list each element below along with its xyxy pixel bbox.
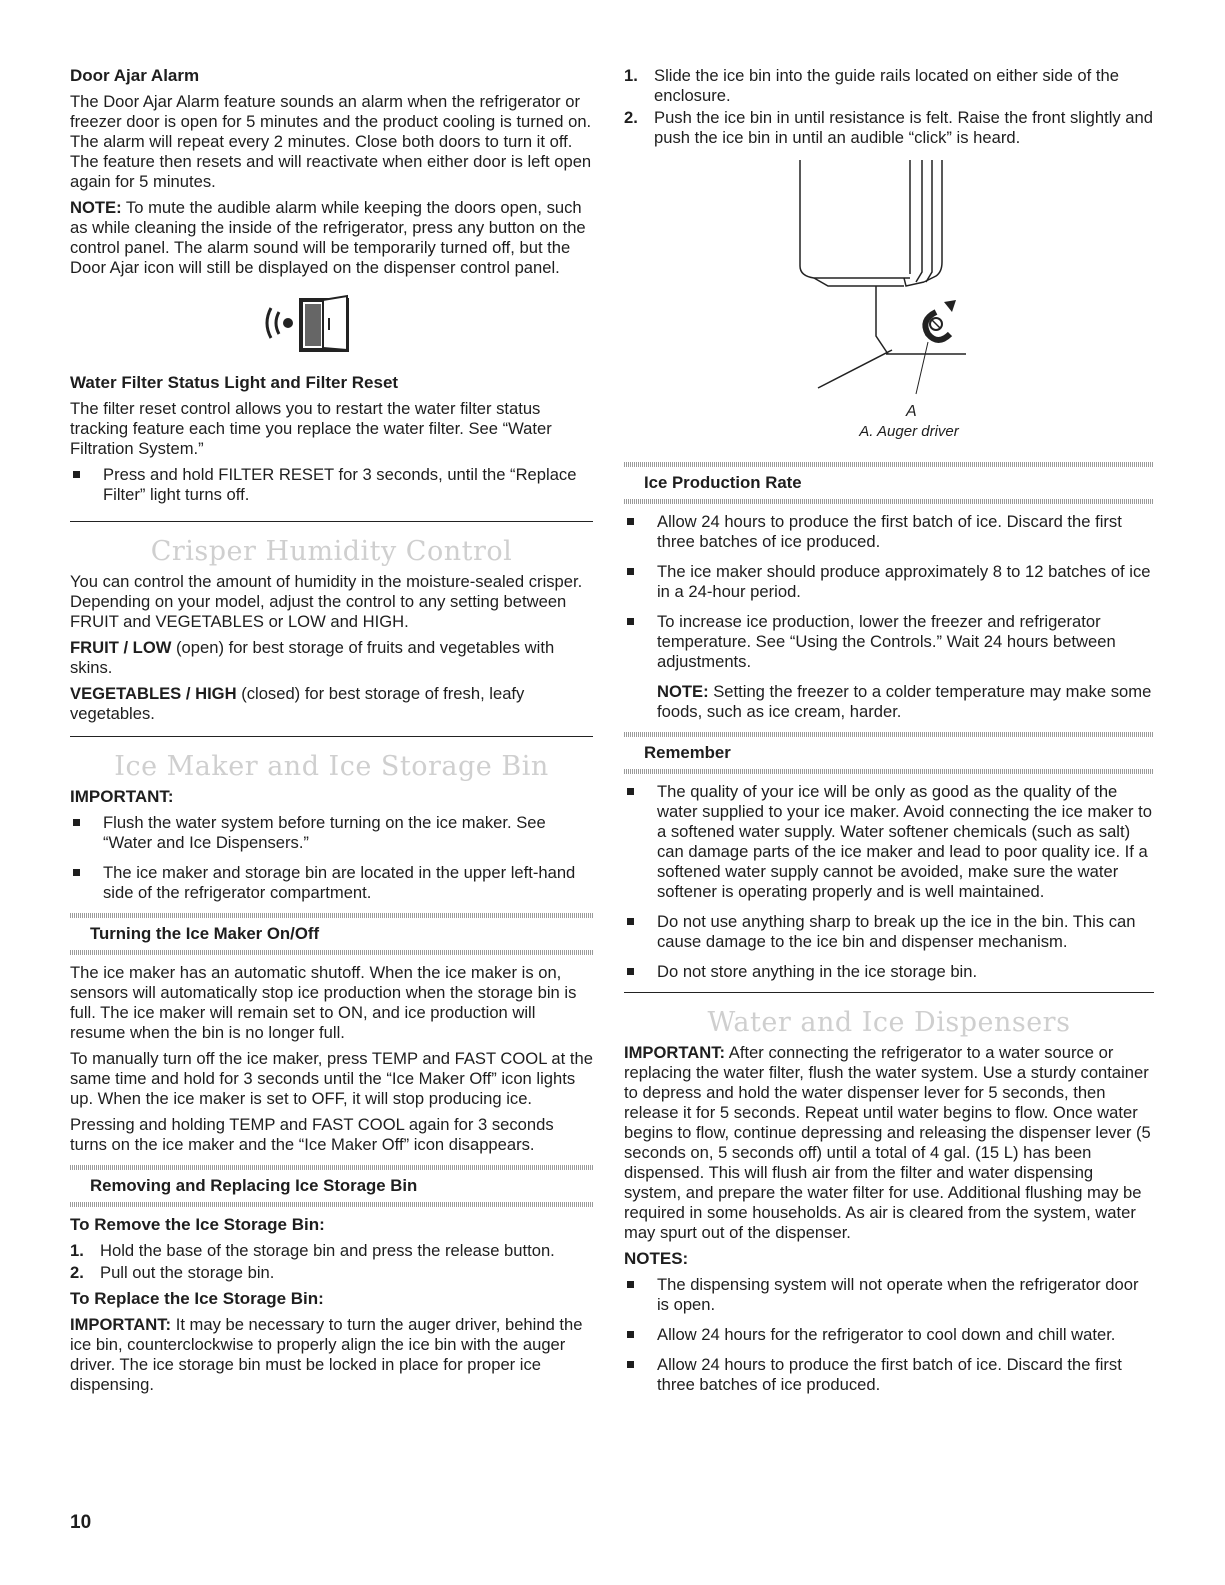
remember-list [624,782,1154,982]
remember-band [624,732,1154,774]
figure-caption: A. Auger driver [859,423,959,440]
list-item: To increase ice production, lower the freezer and refrigerator temperature. See “Using the Controls.” Wait 24 hours between adjustments. [624,612,1154,672]
list-item: Press and hold FILTER RESET for 3 seconds, until the “Replace Filter” light turns off. [70,465,593,505]
vegetables-label: VEGETABLES / HIGH [70,684,237,703]
remove-subheading: To Remove the Ice Storage Bin: [70,1215,325,1234]
crisper-fruit [70,638,593,678]
crisper-vegetables [70,684,593,724]
water-filter-heading: Water Filter Status Light and Filter Reset [70,373,399,392]
list-item: Do not store anything in the ice storage bin. [624,962,1154,982]
note-text: To mute the audible alarm while keeping the doors open, such as while cleaning the inside of the refrigerator, press any button on the control panel. The alarm sound will be temporarily turned off, but the Door Ajar icon will still be displayed on the dispenser control panel. [70,198,586,277]
water-ice-section-title: Water and Ice Dispensers [707,1007,1071,1038]
turning-paragraph-3: Pressing and holding TEMP and FAST COOL again for 3 seconds turns on the ice maker and the “Ice Maker Off” icon disappears. [70,1115,554,1154]
fruit-label: FRUIT / LOW [70,638,172,657]
door-ajar-alarm-icon [70,292,593,359]
ice-production-note [624,682,1154,722]
turning-paragraph-2: To manually turn off the ice maker, press TEMP and FAST COOL at the same time and hold for 3 seconds until the “Ice Maker Off” icon lights up. When the ice maker is set to OFF, it will stop producing ice. [70,1049,593,1108]
important-label: IMPORTANT: [624,1043,726,1062]
list-item: The ice maker and storage bin are located in the upper left-hand side of the refrigerator compartment. [70,863,593,903]
hatch-line [624,499,1154,504]
list-item: The dispensing system will not operate when the refrigerator door is open. [624,1275,1154,1315]
crisper-paragraph: You can control the amount of humidity in the moisture-sealed crisper. Depending on your model, adjust the control to any setting between FRUIT and VEGETABLES or LOW and HIGH. [70,572,583,631]
replace-important [70,1315,593,1395]
list-item: Allow 24 hours to produce the first batch of ice. Discard the first three batches of ice produced. [624,512,1154,552]
hatch-line [70,1202,593,1207]
list-item: Flush the water system before turning on the ice maker. See “Water and Ice Dispensers.” [70,813,593,853]
list-item [624,66,1154,106]
list-item [70,1241,593,1261]
step-text: Push the ice bin in until resistance is felt. Raise the front slightly and push the ice bin in until an audible “click” is heard. [654,108,1153,147]
turning-heading: Turning the Ice Maker On/Off [90,924,320,943]
water-filter-list [70,465,593,505]
list-item [70,1263,593,1283]
ice-production-list [624,512,1154,672]
list-item [624,108,1154,148]
list-item: The ice maker should produce approximately 8 to 12 batches of ice in a 24-hour period. [624,562,1154,602]
turning-heading-band [70,913,593,955]
hatch-line [624,769,1154,774]
note-label: NOTE: [657,682,709,701]
replace-steps [624,66,1154,148]
list-item: Allow 24 hours for the refrigerator to cool down and chill water. [624,1325,1154,1345]
list-item: The quality of your ice will be only as good as the quality of the water supplied to your ice maker. Avoid connecting the ice maker to a softened water supply. Water softener chemicals (such as salt) can damage parts of the ice maker and lead to poor quality ice. If a softened water supply cannot be avoided, make sure the water softener is operating properly and is well maintained. [624,782,1154,902]
door-ajar-heading: Door Ajar Alarm [70,66,200,85]
step-number: 1. [624,66,638,85]
auger-driver-figure [624,154,1154,424]
step-number: 1. [70,1241,84,1260]
important-text: After connecting the refrigerator to a water source or replacing the water filter, flush the water system. Use a sturdy container to depress and hold the water dispenser lever for 5 seconds, then release it for 5 seconds. Repeat until water begins to flow. Once water begins to flow, continue depressing and releasing the dispenser lever (5 seconds on, 5 seconds off) until a total of 4 gal. (15 L) has been dispensed. This will flush air from the filter and water dispensing system, and prepare the water filter for use. Additional flushing may be required in some households. As air is cleared from the system, water may spurt out of the dispenser. [624,1043,1151,1242]
step-text: Hold the base of the storage bin and press the release button. [100,1241,555,1260]
hatch-line [70,950,593,955]
important-label: IMPORTANT: [70,787,174,806]
section-divider [624,992,1154,993]
right-column [624,66,1154,1405]
notes-label: NOTES: [624,1249,689,1268]
ice-production-heading: Ice Production Rate [644,473,802,492]
water-filter-paragraph: The filter reset control allows you to restart the water filter status tracking feature each time you replace the water filter. See “Water Filtration System.” [70,399,552,458]
remove-steps [70,1241,593,1283]
vegetables-text: (closed) for best storage of fresh, leafy vegetables. [70,684,525,723]
important-text: It may be necessary to turn the auger driver, behind the ice bin, counterclockwise to properly align the ice bin with the auger driver. The ice storage bin must be locked in place for proper ice dispensing. [70,1315,583,1394]
ice-production-band [624,462,1154,504]
ice-maker-list [70,813,593,903]
note-text: Setting the freezer to a colder temperature may make some foods, such as ice cream, harder. [657,682,1152,721]
turning-paragraph-1: The ice maker has an automatic shutoff. When the ice maker is on, sensors will automatically stop ice production when the storage bin is full. The ice maker will remain set to ON, and ice production will resume when the bin is no longer full. [70,963,577,1042]
section-divider [70,521,593,522]
page-number: 10 [70,1512,92,1533]
removing-heading-band [70,1165,593,1207]
section-divider [70,736,593,737]
auger-driver-icon [925,300,956,340]
left-column [70,66,593,1401]
fruit-text: (open) for best storage of fruits and vegetables with skins. [70,638,555,677]
step-text: Slide the ice bin into the guide rails located on either side of the enclosure. [654,66,1119,105]
crisper-section-title: Crisper Humidity Control [150,536,513,567]
step-number: 2. [624,108,638,127]
door-ajar-note [70,198,593,278]
list-item: Allow 24 hours to produce the first batch of ice. Discard the first three batches of ice produced. [624,1355,1154,1395]
list-item: Do not use anything sharp to break up the ice in the bin. This can cause damage to the ice bin and dispenser mechanism. [624,912,1154,952]
replace-subheading: To Replace the Ice Storage Bin: [70,1289,324,1308]
important-label: IMPORTANT: [70,1315,172,1334]
remember-heading: Remember [644,743,731,762]
door-ajar-paragraph: The Door Ajar Alarm feature sounds an alarm when the refrigerator or freezer door is open for 5 minutes and the product cooling is turned on. The alarm will repeat every 2 minutes. Close both doors to turn it off. The feature then resets and will reactivate when either door is left open again for 5 minutes. [70,92,592,191]
water-ice-notes-list [624,1275,1154,1395]
ice-maker-section-title: Ice Maker and Ice Storage Bin [114,751,549,782]
removing-heading: Removing and Replacing Ice Storage Bin [90,1176,418,1195]
note-label: NOTE: [70,198,122,217]
step-text: Pull out the storage bin. [100,1263,275,1282]
water-ice-important [624,1043,1154,1243]
step-number: 2. [70,1263,84,1282]
figure-callout: A [906,403,917,420]
